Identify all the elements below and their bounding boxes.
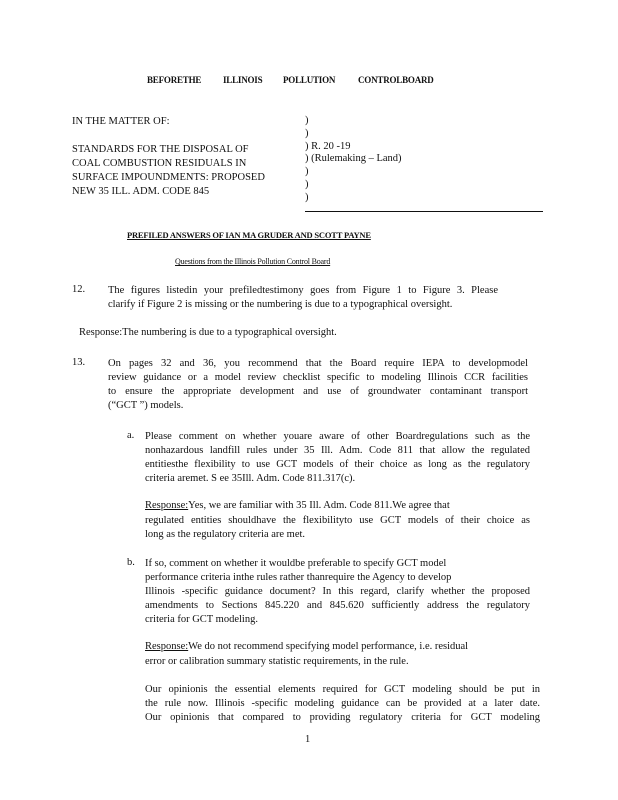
caption-line: SURFACE IMPOUNDMENTS: PROPOSED	[72, 172, 265, 183]
caption-left	[72, 115, 265, 199]
question-12-text	[108, 284, 498, 312]
caption-line	[72, 129, 265, 143]
caption-paren: ) R. 20 -19	[305, 140, 351, 152]
subquestion-b-line: amendments to Sections 845.220 and 845.620 sufficiently address the regulatory	[145, 600, 530, 611]
caption-paren: )	[305, 191, 309, 203]
response-a-line: long as the regulatory criteria are met.	[145, 529, 306, 540]
caption-line: NEW 35 ILL. ADM. CODE 845	[72, 186, 210, 197]
page-number: 1	[305, 734, 311, 745]
caption-line: IN THE MATTER OF:	[72, 116, 170, 127]
caption-paren: )	[305, 166, 309, 178]
document-title: PREFILED ANSWERS OF IAN MA GRUDER AND SCOTT PAYNE	[127, 230, 371, 240]
response-a-text	[145, 514, 530, 542]
header-pollution: POLLUTION	[283, 75, 336, 85]
header-before-the: BEFORETHE	[147, 75, 202, 85]
subquestion-a-line: entitiesthe flexibility to use GCT models of their choice as long as the regulatory	[145, 459, 530, 470]
question-13-line: (“GCT ”) models.	[108, 400, 184, 411]
subquestion-a-line: Please comment on whether youare aware of other Boardregulations such as the	[145, 431, 530, 442]
response-a-line: regulated entities shouldhave the flexibilityto use GCT models of their choice as	[145, 515, 530, 526]
response-a-first-text: Yes, we are familiar with 35 Ill. Adm. Code 811.We agree that	[188, 500, 450, 511]
subquestion-a-line: criteria aremet. S ee 35Ill. Adm. Code 811.317(c).	[145, 473, 356, 484]
header-control-board: CONTROLBOARD	[358, 75, 434, 85]
question-13-number: 13.	[72, 357, 86, 368]
subquestion-b-line: If so, comment on whether it wouldbe preferable to specify GCT model	[145, 558, 447, 569]
caption-line: STANDARDS FOR THE DISPOSAL OF	[72, 144, 249, 155]
response-b-line: error or calibration summary statistic requirements, in the rule.	[145, 656, 409, 667]
response-a-first-line	[145, 500, 450, 511]
header-illinois: ILLINOIS	[223, 75, 263, 85]
caption-line: COAL COMBUSTION RESIDUALS IN	[72, 158, 247, 169]
response-b-first-text: We do not recommend specifying model performance, i.e. residual	[188, 641, 469, 652]
question-13-line: to ensure the appropriate development and use of groundwater contaminant transport	[108, 386, 528, 397]
document-subtitle: Questions from the Illinois Pollution Control Board	[175, 257, 331, 266]
response-b-p2-line: the rule now. Illinois -specific modeling guidance can be provided at a later date.	[145, 698, 540, 709]
caption-paren: )	[305, 178, 309, 190]
question-12-number: 12.	[72, 284, 86, 295]
response-b-first-line	[145, 641, 468, 652]
response-b-p2-line: Our opinionis the essential elements required for GCT modeling should be put in	[145, 684, 540, 695]
caption-paren: ) (Rulemaking – Land)	[305, 153, 402, 165]
question-12-line: clarify if Figure 2 is missing or the numbering is due to a typographical oversight.	[108, 299, 453, 310]
subquestion-b-line: Illinois -specific guidance document? In this regard, clarify whether the proposed	[145, 586, 530, 597]
subquestion-a-line: nonhazardous landfill rules under 35 Ill. Adm. Code 811 that allow the regulated	[145, 445, 530, 456]
subquestion-a-text	[145, 430, 530, 486]
response-b-text	[145, 655, 530, 669]
caption-right	[305, 115, 402, 205]
question-13-text	[108, 357, 528, 413]
subquestion-b-label: b.	[127, 557, 135, 568]
question-13-line: On pages 32 and 36, you recommend that the Board require IEPA to developmodel	[108, 358, 528, 369]
response-b-p2-line: Our opinionis that compared to providing regulatory criteria for GCT modeling	[145, 712, 540, 723]
subquestion-a-label: a.	[127, 430, 135, 441]
response-b-label: Response:	[145, 641, 189, 652]
response-12: Response:The numbering is due to a typographical oversight.	[79, 327, 337, 338]
response-b-paragraph-2	[145, 683, 540, 725]
question-12-line: The figures listedin your prefiledtestimony goes from Figure 1 to Figure 3. Please	[108, 285, 498, 296]
subquestion-b-text	[145, 557, 530, 627]
question-13-line: review guidance or a model review checklist specific to modeling Illinois CCR facilities	[108, 372, 528, 383]
subquestion-b-line: criteria for GCT modeling.	[145, 614, 258, 625]
caption-divider	[305, 211, 543, 212]
caption-paren: )	[305, 115, 309, 126]
caption-paren: )	[305, 127, 309, 139]
response-a-label: Response:	[145, 500, 189, 511]
subquestion-b-line: performance criteria inthe rules rather thanrequire the Agency to develop	[145, 572, 452, 583]
